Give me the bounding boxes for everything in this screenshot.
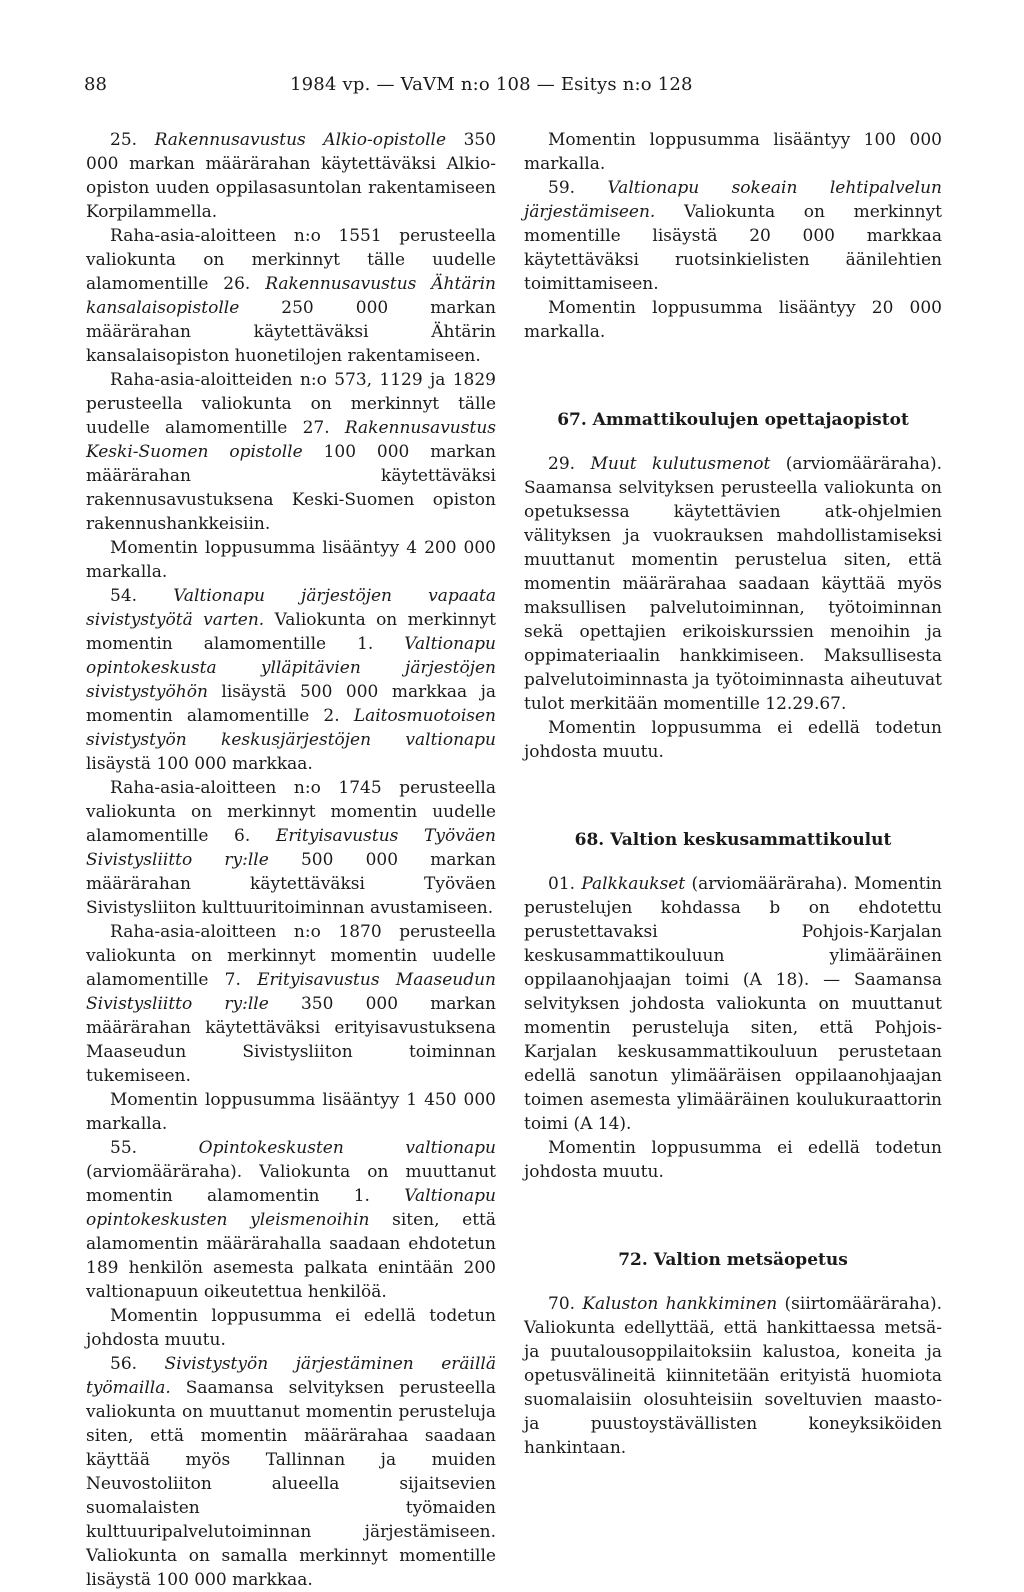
section-heading-68: 68. Valtion keskusammattikoulut xyxy=(574,830,892,850)
paragraph-25: 25. Rakennusavustus Alkio-opistolle 350 000 markan määrärahan käytettäväksi Alkio-opiston uuden oppilasasuntolan rakentamiseen Korpilammella. xyxy=(86,130,497,222)
paragraph-54-b: Raha-asia-aloitteen n:o 1745 perusteella valiokunta on merkinnyt momentin uudelle alamomentille 6. Erityisavustus Työväen Sivistysliitto ry:lle 500 000 markan määrärahan käytettäväksi Työväen Sivistysliiton kulttuuritoiminnan avustamiseen. xyxy=(86,778,497,918)
paragraph-56: 56. Sivistystyön järjestäminen eräillä työmailla. Saamansa selvityksen perusteella valiokunta on muuttanut momentin perusteluja siten, että momentin määrärahaa saadaan käyttää myös Tallinnan ja muiden Neuvostoliiton alueella sijaitsevien suomalaisten työmaiden kulttuuripalvelutoiminnan järjestämiseen. Valiokunta on samalla merkinnyt momentille lisäystä 100 000 markkaa. xyxy=(86,1354,496,1590)
paragraph-01-b: Momentin loppusumma ei edellä todetun johdosta muutu. xyxy=(524,1138,942,1182)
paragraph-54-d: Momentin loppusumma lisääntyy 1 450 000 markalla. xyxy=(86,1090,496,1134)
paragraph-25-c: Raha-asia-aloitteiden n:o 573, 1129 ja 1829 perusteella valiokunta on merkinnyt tälle uudelle alamomentille 27. Rakennusavustus Keski-Suomen opistolle 100 000 markan määrärahan käytettäväksi rakennusavustuksena Keski-Suomen opiston rakennushankkeisiin. xyxy=(86,370,497,534)
running-head: 1984 vp. — VaVM n:o 108 — Esitys n:o 128 xyxy=(290,74,693,95)
paragraph-56-b: Momentin loppusumma lisääntyy 100 000 markalla. xyxy=(524,130,942,174)
paragraph-01: 01. Palkkaukset (arviomääräraha). Momentin perustelujen kohdassa b on ehdotettu perustettavaksi Pohjois-Karjalan keskusammattikouluun ylimääräinen oppilaanohjaajan toimi (A 18). — Saamansa selvityksen johdosta valiokunta on muuttanut momentin perusteluja siten, että Pohjois-Karjalan keskusammattikouluun perustetaan edellä sanotun ylimääräisen oppilaanohjaajan toimen asemesta ylimääräinen koulukuraattorin toimi (A 14). xyxy=(524,874,942,1134)
paragraph-59: 59. Valtionapu sokeain lehtipalvelun järjestämiseen. Valiokunta on merkinnyt momentille lisäystä 20 000 markkaa käytettäväksi ruotsinkielisten äänilehtien toimittamiseen. xyxy=(524,178,943,294)
paragraph-55-b: Momentin loppusumma ei edellä todetun johdosta muutu. xyxy=(86,1306,496,1350)
paragraph-25-d: Momentin loppusumma lisääntyy 4 200 000 markalla. xyxy=(86,538,496,582)
section-heading-67: 67. Ammattikoulujen opettajaopistot xyxy=(557,410,909,430)
paragraph-25-b: Raha-asia-aloitteen n:o 1551 perusteella valiokunta on merkinnyt tälle uudelle alamomentille 26. Rakennusavustus Ähtärin kansalaisopistolle 250 000 markan määrärahan käytettäväksi Ähtärin kansalaisopiston huonetilojen rakentamiseen. xyxy=(86,226,496,366)
left-column xyxy=(86,128,496,1592)
section-heading-72: 72. Valtion metsäopetus xyxy=(618,1250,848,1270)
paragraph-29: 29. Muut kulutusmenot (arviomääräraha). Saamansa selvityksen perusteella valiokunta on opetuksessa käytettävien atk-ohjelmien välityksen ja vuokrauksen mahdollistamiseksi muuttanut momentin perustelua siten, että momentin määrärahaa saadaan käyttää myös maksullisen palvelutoiminnan, työtoiminnan sekä opettajien erikoiskurssien menoihin ja oppimateriaalin hankkimiseen. Maksullisesta palvelutoiminnasta ja työtoiminnasta aiheutuvat tulot merkitään momentille 12.29.67. xyxy=(524,454,942,714)
paragraph-29-b: Momentin loppusumma ei edellä todetun johdosta muutu. xyxy=(524,718,942,762)
paragraph-54-c: Raha-asia-aloitteen n:o 1870 perusteella valiokunta on merkinnyt momentin uudelle alamomentille 7. Erityisavustus Maaseudun Sivistysliitto ry:lle 350 000 markan määrärahan käytettäväksi erityisavustuksena Maaseudun Sivistysliiton toiminnan tukemiseen. xyxy=(86,922,497,1086)
paragraph-54: 54. Valtionapu järjestöjen vapaata sivistystyötä varten. Valiokunta on merkinnyt momentin alamomentille 1. Valtionapu opintokeskusta ylläpitävien järjestöjen sivistystyöhön lisäystä 500 000 markkaa ja momentin alamomentille 2. Laitosmuotoisen sivistystyön keskusjärjestöjen valtionapu lisäystä 100 000 markkaa. xyxy=(86,586,497,774)
paragraph-70: 70. Kaluston hankkiminen (siirtomääräraha). Valiokunta edellyttää, että hankittaessa metsä- ja puutalousoppilaitoksiin kalustoa, koneita ja opetusvälineitä kiinnitetään erityistä huomiota suomalaisiin olosuhteisiin soveltuvien maasto- ja puustoystävällisten koneyksiköiden hankintaan. xyxy=(524,1294,942,1458)
page-number: 88 xyxy=(84,74,107,95)
paragraph-59-b: Momentin loppusumma lisääntyy 20 000 markalla. xyxy=(524,298,942,342)
paragraph-55: 55. Opintokeskusten valtionapu (arviomääräraha). Valiokunta on muuttanut momentin alamomentin 1. Valtionapu opintokeskusten yleismenoihin siten, että alamomentin määrärahalla saadaan ehdotetun 189 henkilön asemesta palkata enintään 200 valtionapuun oikeutettua henkilöä. xyxy=(86,1138,497,1302)
right-column xyxy=(524,128,942,1460)
